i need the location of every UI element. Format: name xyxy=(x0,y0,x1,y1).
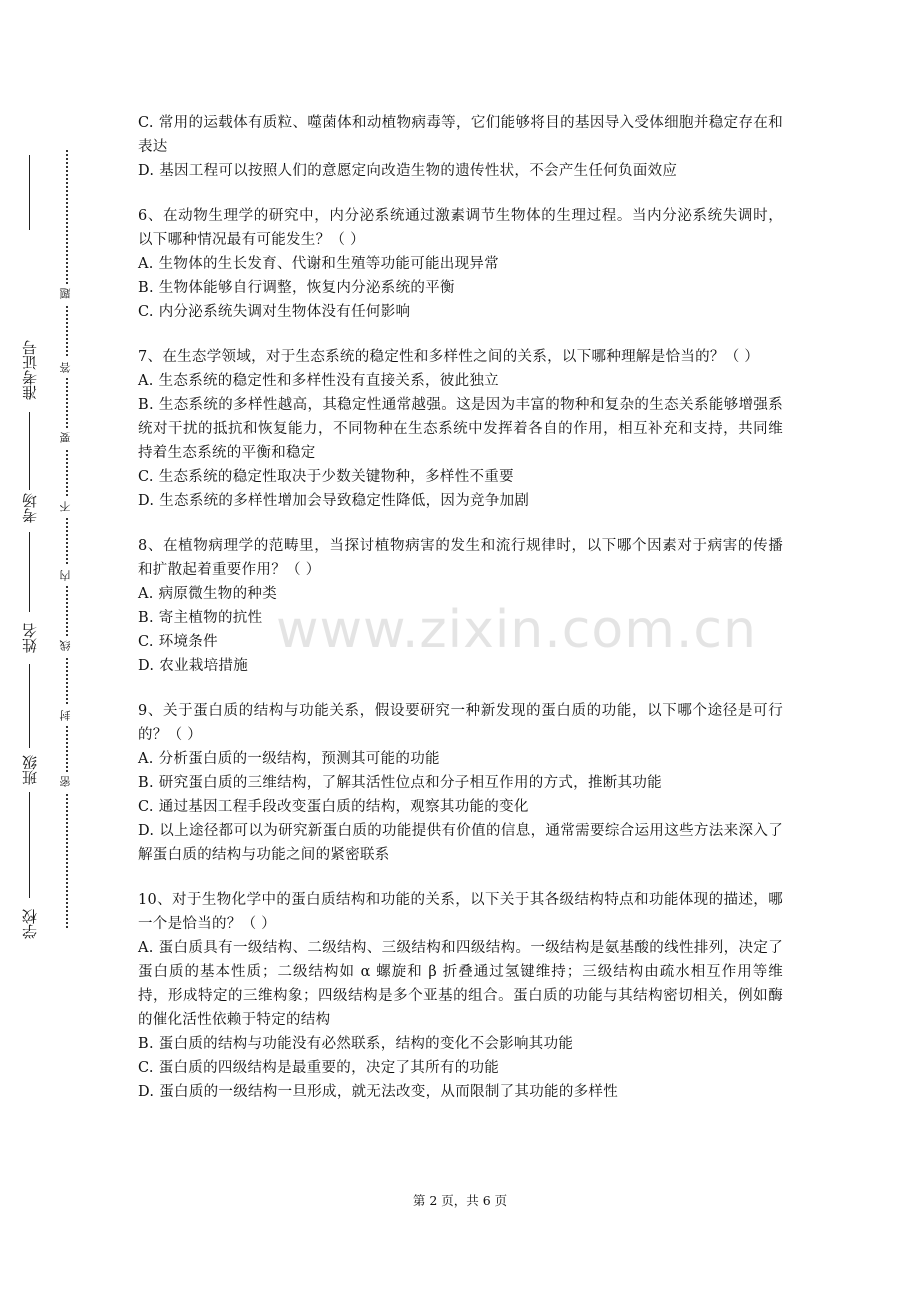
question-stem: 9、关于蛋白质的结构与功能关系，假设要研究一种新发现的蛋白质的功能，以下哪个途径是可行的？（ ） xyxy=(138,703,783,743)
option-c: C. 生态系统的稳定性取决于少数关键物种，多样性不重要 xyxy=(138,469,514,485)
option-b: B. 生物体能够自行调整，恢复内分泌系统的平衡 xyxy=(138,280,455,296)
option-c: C. 常用的运载体有质粒、噬菌体和动植物病毒等，它们能够将目的基因导入受体细胞并稳定存在和表达 xyxy=(138,115,783,155)
question-10 xyxy=(138,888,783,1104)
name-line xyxy=(29,532,30,612)
question-9 xyxy=(138,699,783,867)
option-b: B. 生态系统的多样性越高，其稳定性通常越强。这是因为丰富的物种和复杂的生态关系能够增强系统对干扰的抵抗和恢复能力，不同物种在生态系统中发挥着各自的作用，相互补充和支持，共同维持着生态系统的平衡和稳定 xyxy=(138,397,783,461)
option-b: B. 寄主植物的抗性 xyxy=(138,610,263,626)
question-stem: 7、在生态学领域，对于生态系统的稳定性和多样性之间的关系，以下哪种理解是恰当的？（ ） xyxy=(138,349,760,365)
option-a: A. 生态系统的稳定性和多样性没有直接关系，彼此独立 xyxy=(138,373,499,389)
seal-char: 不 xyxy=(58,497,74,517)
question-stem: 8、在植物病理学的范畴里，当探讨植物病害的发生和流行规律时，以下哪个因素对于病害的传播和扩散起着重要作用？（ ） xyxy=(138,538,783,578)
page-footer: 第 2 页，共 6 页 xyxy=(412,1193,508,1208)
watermark: www.zixin.com.cn xyxy=(276,600,757,660)
class-label: 班级 xyxy=(21,755,39,785)
option-d: D. 基因工程可以按照人们的意愿定向改造生物的遗传性状，不会产生任何负面效应 xyxy=(138,163,678,179)
seal-dotted-line xyxy=(66,150,68,928)
school-line xyxy=(29,792,30,898)
exam-room-label: 考场 xyxy=(21,493,39,523)
option-d: D. 以上途径都可以为研究新蛋白质的功能提供有价值的信息，通常需要综合运用这些方法来深入了解蛋白质的结构与功能之间的紧密联系 xyxy=(138,823,783,863)
option-d: D. 蛋白质的一级结构一旦形成，就无法改变，从而限制了其功能的多样性 xyxy=(138,1084,619,1100)
seal-char: 线 xyxy=(58,636,74,656)
question-7 xyxy=(138,345,783,513)
option-a: A. 蛋白质具有一级结构、二级结构、三级结构和四级结构。一级结构是氨基酸的线性排列，决定了蛋白质的基本性质；二级结构如 α 螺旋和 β 折叠通过氢键维持；三级结构由疏水相互作用等维持，形成特定的三维构象；四级结构是多个亚基的组合。蛋白质的功能与其结构密切相关，例如酶的催化活性依赖于特定的结构 xyxy=(138,940,783,1028)
option-b: B. 蛋白质的结构与功能没有必然联系，结构的变化不会影响其功能 xyxy=(138,1036,574,1052)
seal-char: 题 xyxy=(58,284,74,304)
option-a: A. 病原微生物的种类 xyxy=(138,586,277,602)
exam-id-line xyxy=(29,155,30,230)
option-d: D. 生态系统的多样性增加会导致稳定性降低，因为竞争加剧 xyxy=(138,493,530,509)
school-label: 学校 xyxy=(21,909,39,939)
class-line xyxy=(29,664,30,748)
seal-char: 要 xyxy=(58,428,74,448)
option-a: A. 分析蛋白质的一级结构，预测其可能的功能 xyxy=(138,751,440,767)
question-6 xyxy=(138,204,783,324)
option-c: C. 蛋白质的四级结构是最重要的，决定了其所有的功能 xyxy=(138,1060,500,1076)
question-stem: 10、对于生物化学中的蛋白质结构和功能的关系，以下关于其各级结构特点和功能体现的描述，哪一个是恰当的？（ ） xyxy=(138,892,783,932)
question-stem: 6、在动物生理学的研究中，内分泌系统通过激素调节生物体的生理过程。当内分泌系统失调时，以下哪种情况最有可能发生？（ ） xyxy=(138,208,783,248)
seal-char: 密 xyxy=(58,772,74,792)
seal-char: 答 xyxy=(58,358,74,378)
binding-margin xyxy=(0,0,90,1302)
seal-char: 内 xyxy=(58,566,74,586)
option-c: C. 通过基因工程手段改变蛋白质的结构，观察其功能的变化 xyxy=(138,799,529,815)
exam-id-label: 准考证号 xyxy=(21,340,39,400)
option-a: A. 生物体的生长发育、代谢和生殖等功能可能出现异常 xyxy=(138,256,499,272)
option-b: B. 研究蛋白质的三维结构，了解其活性位点和分子相互作用的方式，推断其功能 xyxy=(138,775,662,791)
seal-char: 封 xyxy=(58,706,74,726)
question-5-continued xyxy=(138,111,783,183)
option-c: C. 内分泌系统失调对生物体没有任何影响 xyxy=(138,304,411,320)
option-c: C. 环境条件 xyxy=(138,634,218,650)
name-label: 姓名 xyxy=(21,623,39,653)
option-d: D. 农业栽培措施 xyxy=(138,658,249,674)
exam-room-line xyxy=(29,412,30,490)
